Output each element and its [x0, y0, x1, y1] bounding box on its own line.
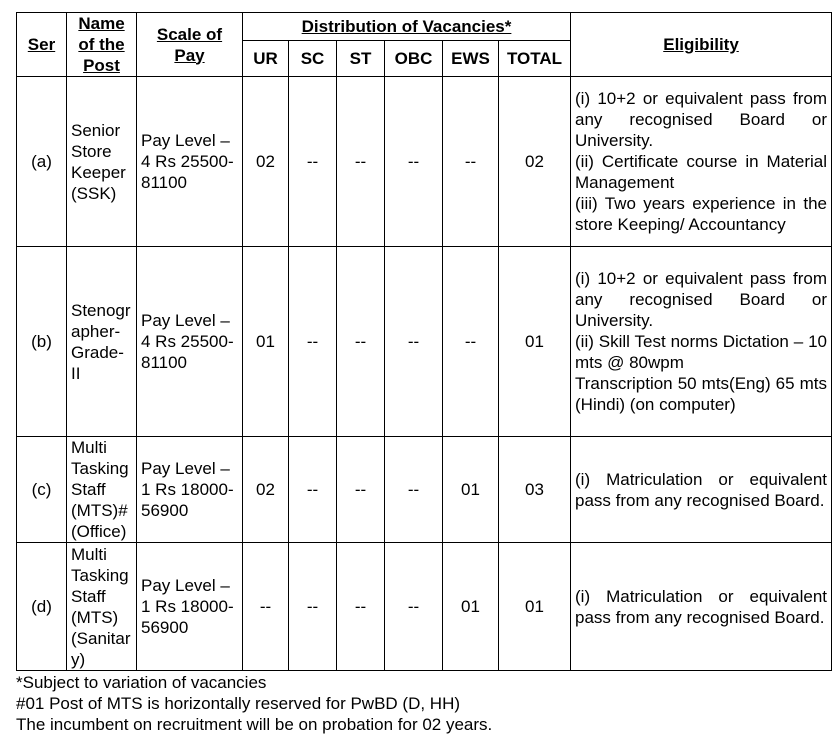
row-total: 02 [499, 77, 571, 247]
row-obc: -- [385, 247, 443, 437]
row-post: Stenographer- Grade-II [67, 247, 137, 437]
row-ews: -- [443, 77, 499, 247]
row-ews: 01 [443, 543, 499, 671]
row-ur: 02 [243, 77, 289, 247]
row-eligibility [571, 77, 832, 247]
row-ser: (c) [17, 437, 67, 543]
header-distribution: Distribution of Vacancies* [243, 13, 571, 41]
row-ur: -- [243, 543, 289, 671]
row-sc: -- [289, 77, 337, 247]
row-st: -- [337, 247, 385, 437]
eligibility-item: (ii) Certificate course in Material Management [575, 152, 828, 192]
header-eligibility: Eligibility [571, 13, 832, 77]
header-ews: EWS [443, 41, 499, 77]
row-ser: (d) [17, 543, 67, 671]
row-ur: 01 [243, 247, 289, 437]
header-obc: OBC [385, 41, 443, 77]
table-row [17, 437, 832, 543]
row-eligibility [571, 437, 832, 543]
row-pay: Pay Level – 4 Rs 25500-81100 [137, 77, 243, 247]
row-eligibility [571, 543, 832, 671]
row-eligibility [571, 247, 832, 437]
row-total: 01 [499, 247, 571, 437]
row-post: Multi Tasking Staff (MTS)# (Office) [67, 437, 137, 543]
header-ser: Ser [17, 13, 67, 77]
eligibility-item: (i) 10+2 or equivalent pass from any recognised Board or University. [575, 269, 828, 330]
row-obc: -- [385, 437, 443, 543]
header-st: ST [337, 41, 385, 77]
row-ews: -- [443, 247, 499, 437]
eligibility-item: Transcription 50 mts(Eng) 65 mts (Hindi) (on computer) [575, 374, 828, 414]
row-post: Senior Store Keeper (SSK) [67, 77, 137, 247]
row-st: -- [337, 77, 385, 247]
row-obc: -- [385, 543, 443, 671]
row-post: Multi Tasking Staff (MTS) (Sanitary) [67, 543, 137, 671]
table-row [17, 77, 832, 247]
row-sc: -- [289, 543, 337, 671]
header-sc: SC [289, 41, 337, 77]
row-ews: 01 [443, 437, 499, 543]
footnote-probation: The incumbent on recruitment will be on probation for 02 years. [16, 715, 493, 734]
row-ser: (a) [17, 77, 67, 247]
header-row-1 [17, 13, 832, 41]
eligibility-item: (i) Matriculation or equivalent pass from any recognised Board. [575, 469, 828, 510]
row-st: -- [337, 543, 385, 671]
row-pay: Pay Level – 1 Rs 18000-56900 [137, 437, 243, 543]
row-sc: -- [289, 437, 337, 543]
row-sc: -- [289, 247, 337, 437]
row-ser: (b) [17, 247, 67, 437]
eligibility-item: (i) Matriculation or equivalent pass from any recognised Board. [575, 586, 828, 627]
header-name-of-post: Name of the Post [67, 13, 137, 77]
footnote-variation: *Subject to variation of vacancies [16, 673, 267, 692]
eligibility-item: (ii) Skill Test norms Dictation – 10 mts @ 80wpm [575, 332, 828, 372]
row-st: -- [337, 437, 385, 543]
eligibility-item: (iii) Two years experience in the store Keeping/ Accountancy [575, 194, 828, 234]
row-total: 01 [499, 543, 571, 671]
header-total: TOTAL [499, 41, 571, 77]
row-pay: Pay Level – 4 Rs 25500-81100 [137, 247, 243, 437]
row-pay: Pay Level – 1 Rs 18000-56900 [137, 543, 243, 671]
footnote-pwbd: #01 Post of MTS is horizontally reserved for PwBD (D, HH) [16, 694, 461, 713]
table-row [17, 247, 832, 437]
row-obc: -- [385, 77, 443, 247]
header-ur: UR [243, 41, 289, 77]
row-total: 03 [499, 437, 571, 543]
header-scale-of-pay: Scale of Pay [137, 13, 243, 77]
vacancy-table [16, 12, 832, 671]
eligibility-item: (i) 10+2 or equivalent pass from any recognised Board or University. [575, 89, 828, 150]
row-ur: 02 [243, 437, 289, 543]
table-row [17, 543, 832, 671]
footnotes [16, 672, 816, 735]
